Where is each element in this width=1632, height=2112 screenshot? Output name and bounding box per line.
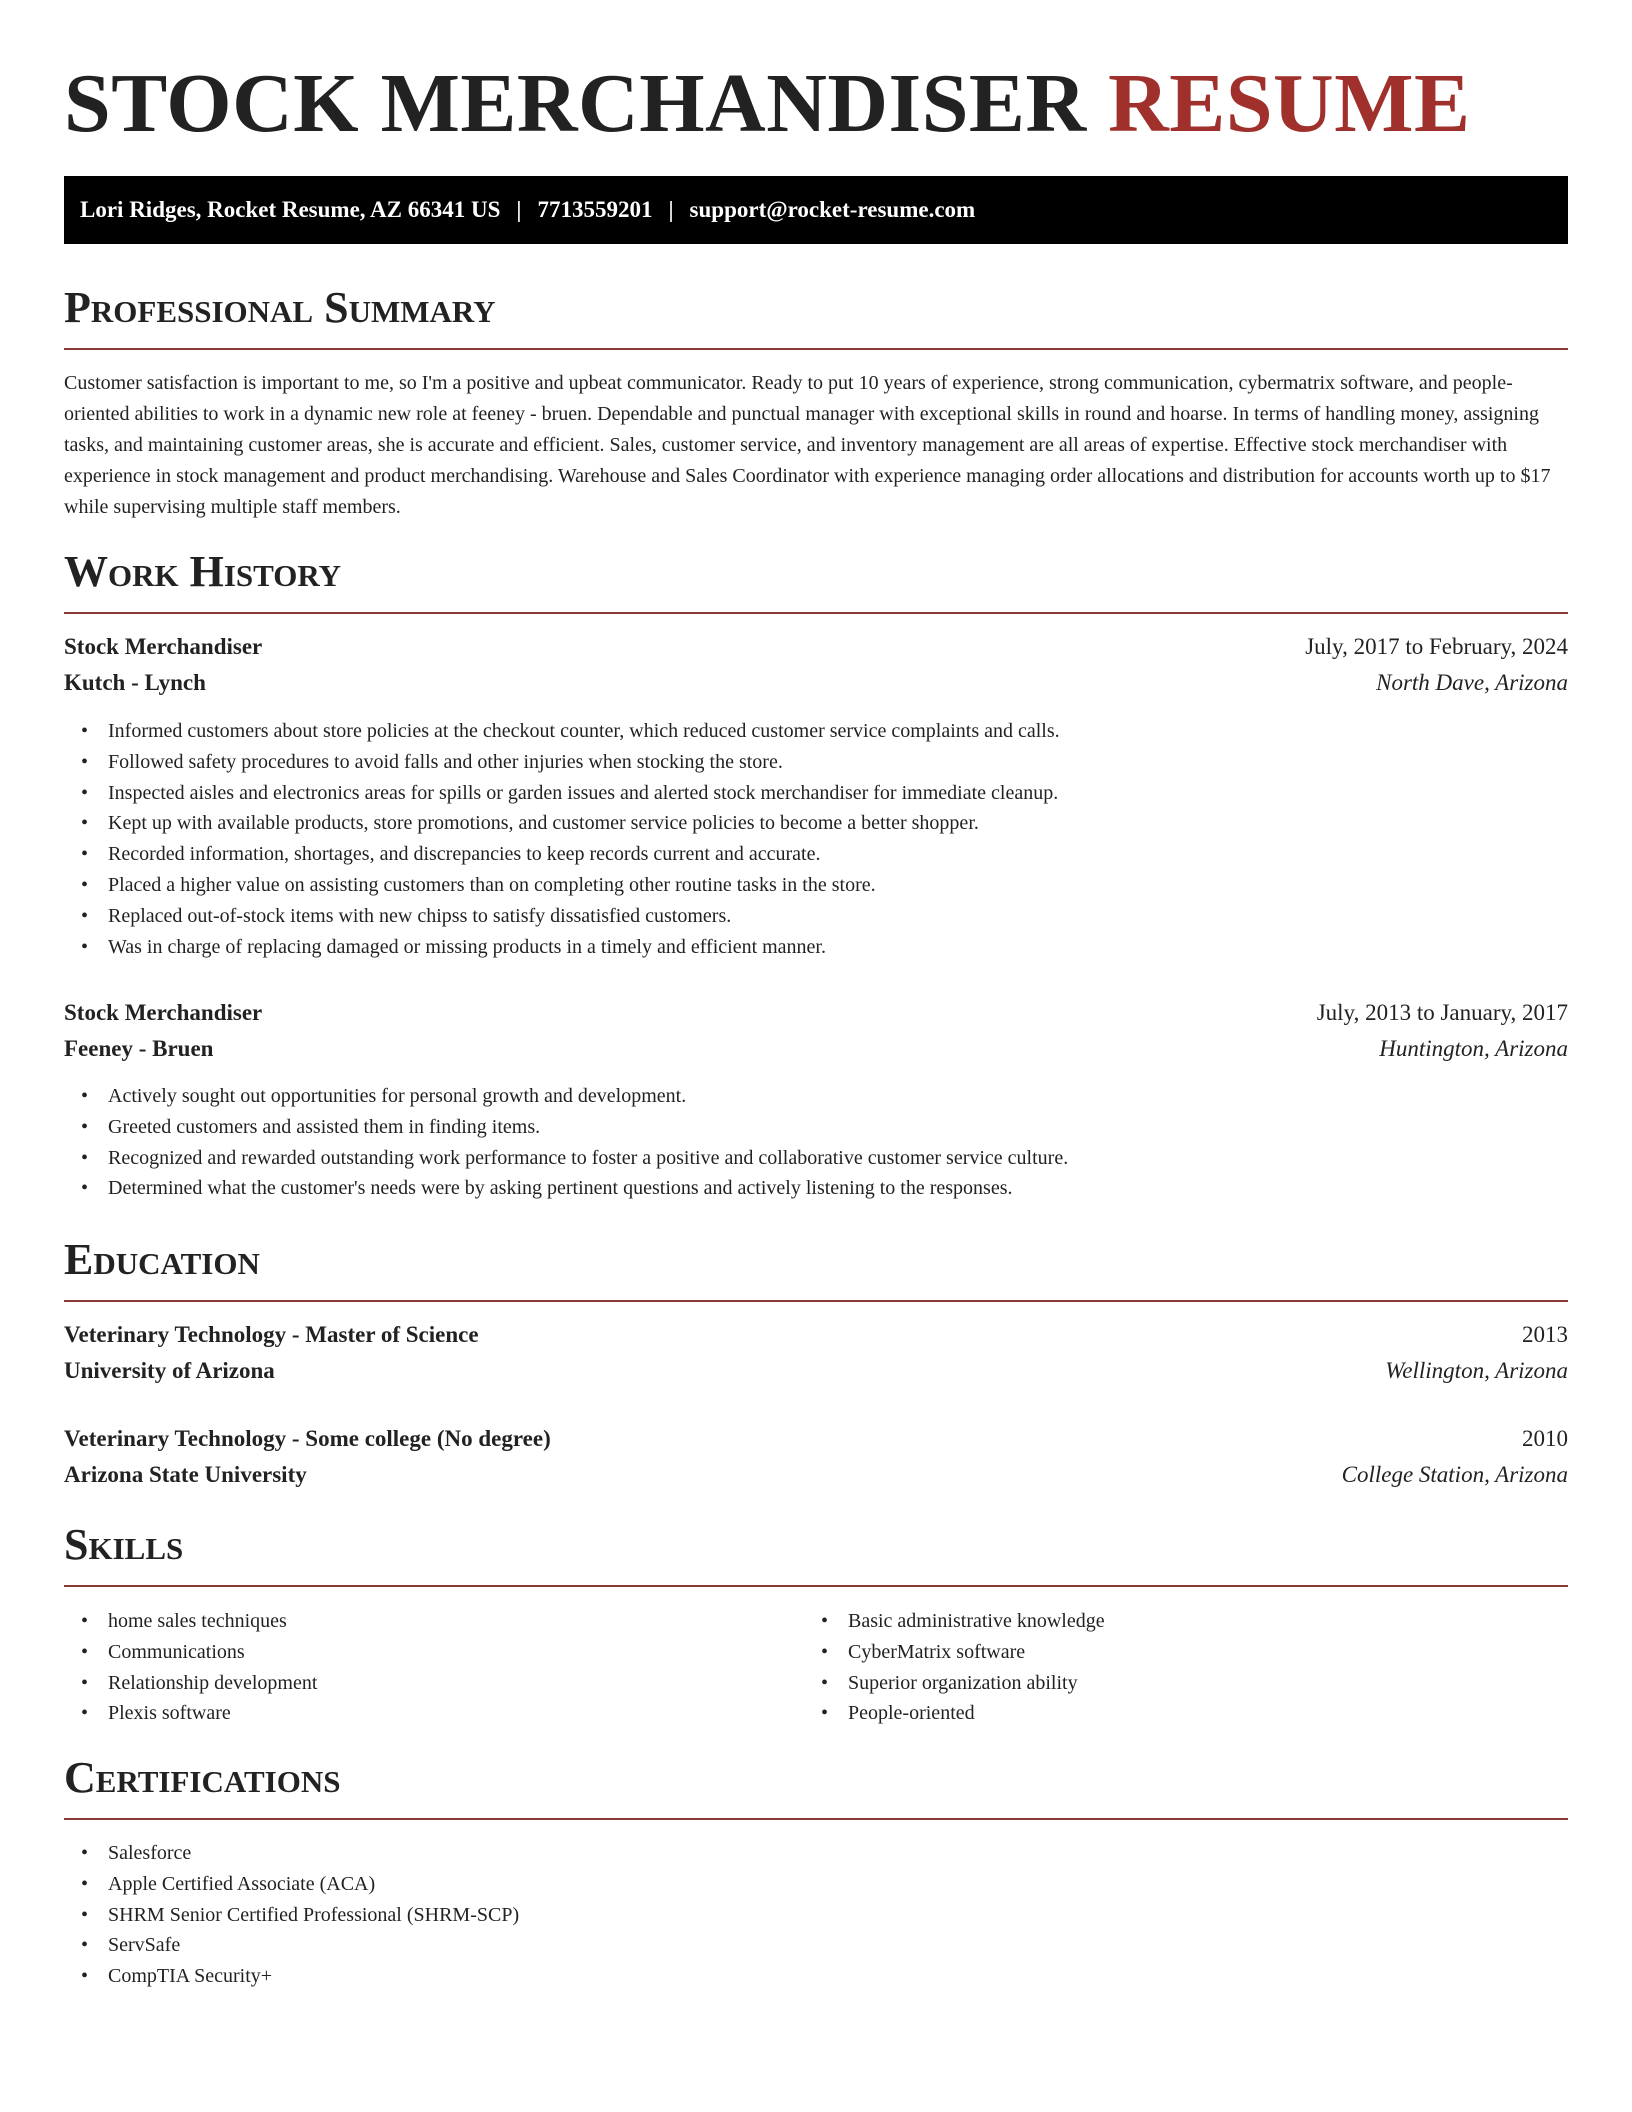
job-company: Feeney - Bruen: [64, 1036, 214, 1061]
section-heading-certifications: Certifications: [64, 1753, 341, 1802]
list-item: • Plexis software: [108, 1698, 317, 1729]
list-item: • ServSafe: [108, 1930, 519, 1961]
education-subheader: [64, 1460, 1568, 1490]
section-heading-work-history: Work History: [64, 547, 342, 596]
job-subheader: [64, 668, 1568, 698]
list-item: • Was in charge of replacing damaged or missing products in a timely and efficient manner.: [108, 932, 1060, 963]
job-location: North Dave, Arizona: [1376, 670, 1568, 695]
job-header: [64, 632, 1568, 662]
list-item: • Determined what the customer's needs were by asking pertinent questions and actively listening to the responses.: [108, 1173, 1068, 1204]
job-title: Stock Merchandiser: [64, 634, 263, 659]
list-item: • Communications: [108, 1637, 317, 1668]
list-item: • Superior organization ability: [848, 1668, 1105, 1699]
list-item: • CyberMatrix software: [848, 1637, 1105, 1668]
title-main: STOCK MERCHANDISER: [64, 57, 1087, 150]
section-heading-summary: Professional Summary: [64, 283, 496, 332]
list-item: • Apple Certified Associate (ACA): [108, 1869, 519, 1900]
education-school: University of Arizona: [64, 1358, 275, 1383]
contact-email[interactable]: support@rocket-resume.com: [689, 197, 976, 222]
list-item: • Actively sought out opportunities for personal growth and development.: [108, 1081, 1068, 1112]
education-location: Wellington, Arizona: [1385, 1358, 1568, 1383]
education-year: 2010: [1522, 1426, 1568, 1451]
list-item: • Replaced out-of-stock items with new chipss to satisfy dissatisfied customers.: [108, 901, 1060, 932]
job-title: Stock Merchandiser: [64, 1000, 263, 1025]
list-item: • CompTIA Security+: [108, 1961, 519, 1992]
job-location: Huntington, Arizona: [1379, 1036, 1568, 1061]
title-accent: RESUME: [1108, 57, 1471, 150]
resume-title: [64, 54, 1471, 154]
education-subheader: [64, 1356, 1568, 1386]
list-item: • Salesforce: [108, 1838, 519, 1869]
education-year: 2013: [1522, 1322, 1568, 1347]
list-item: • People-oriented: [848, 1698, 1105, 1729]
list-item: • Basic administrative knowledge: [848, 1606, 1105, 1637]
list-item: • Recorded information, shortages, and discrepancies to keep records current and accurate.: [108, 839, 1060, 870]
education-degree: Veterinary Technology - Some college (No degree): [64, 1426, 551, 1451]
list-item: • Followed safety procedures to avoid falls and other injuries when stocking the store.: [108, 747, 1060, 778]
certifications-list: [64, 1838, 519, 1992]
education-location: College Station, Arizona: [1341, 1462, 1568, 1487]
list-item: • home sales techniques: [108, 1606, 317, 1637]
section-divider: [64, 1300, 1568, 1302]
list-item: • Relationship development: [108, 1668, 317, 1699]
job-dates: July, 2017 to February, 2024: [1305, 634, 1568, 659]
list-item: • Kept up with available products, store promotions, and customer service policies to become a better shopper.: [108, 808, 1060, 839]
education-header: [64, 1320, 1568, 1350]
list-item: • Greeted customers and assisted them in finding items.: [108, 1112, 1068, 1143]
section-divider: [64, 1818, 1568, 1820]
contact-phone[interactable]: 7713559201: [537, 197, 653, 222]
job-dates: July, 2013 to January, 2017: [1316, 1000, 1568, 1025]
education-degree: Veterinary Technology - Master of Science: [64, 1322, 479, 1347]
job-company: Kutch - Lynch: [64, 670, 206, 695]
contact-bar: [64, 176, 1568, 244]
section-divider: [64, 348, 1568, 350]
job-bullets: [64, 1081, 1068, 1204]
list-item: • Informed customers about store policies at the checkout counter, which reduced customer service complaints and calls.: [108, 716, 1060, 747]
section-divider: [64, 1585, 1568, 1587]
job-bullets: [64, 716, 1060, 962]
job-subheader: [64, 1034, 1568, 1064]
education-header: [64, 1424, 1568, 1454]
education-school: Arizona State University: [64, 1462, 307, 1487]
list-item: • SHRM Senior Certified Professional (SHRM-SCP): [108, 1900, 519, 1931]
job-header: [64, 998, 1568, 1028]
list-item: • Recognized and rewarded outstanding work performance to foster a positive and collaborative customer service culture.: [108, 1143, 1068, 1174]
skills-list-left: [64, 1606, 317, 1729]
summary-text: Customer satisfaction is important to me, so I'm a positive and upbeat communicator. Ready to put 10 years of experience, strong communication, cybermatrix software, and people-oriented abilities to work in a dynamic new role at feeney - bruen. Dependable and punctual manager with exceptional skills in round and hoarse. In terms of handling money, assigning tasks, and maintaining customer areas, she is accurate and efficient. Sales, customer service, and inventory management are all areas of expertise. Effective stock merchandiser with experience in stock management and product merchandising. Warehouse and Sales Coordinator with experience managing order allocations and distribution for accounts worth up to $17 while supervising multiple staff members.: [64, 372, 1551, 518]
skills-list-right: [804, 1606, 1105, 1729]
contact-separator: |: [668, 197, 674, 222]
contact-separator: |: [516, 197, 522, 222]
section-heading-skills: Skills: [64, 1520, 184, 1569]
list-item: • Placed a higher value on assisting customers than on completing other routine tasks in the store.: [108, 870, 1060, 901]
contact-address: Lori Ridges, Rocket Resume, AZ 66341 US: [80, 197, 501, 222]
section-divider: [64, 612, 1568, 614]
section-heading-education: Education: [64, 1235, 260, 1284]
list-item: • Inspected aisles and electronics areas for spills or garden issues and alerted stock merchandiser for immediate cleanup.: [108, 778, 1060, 809]
